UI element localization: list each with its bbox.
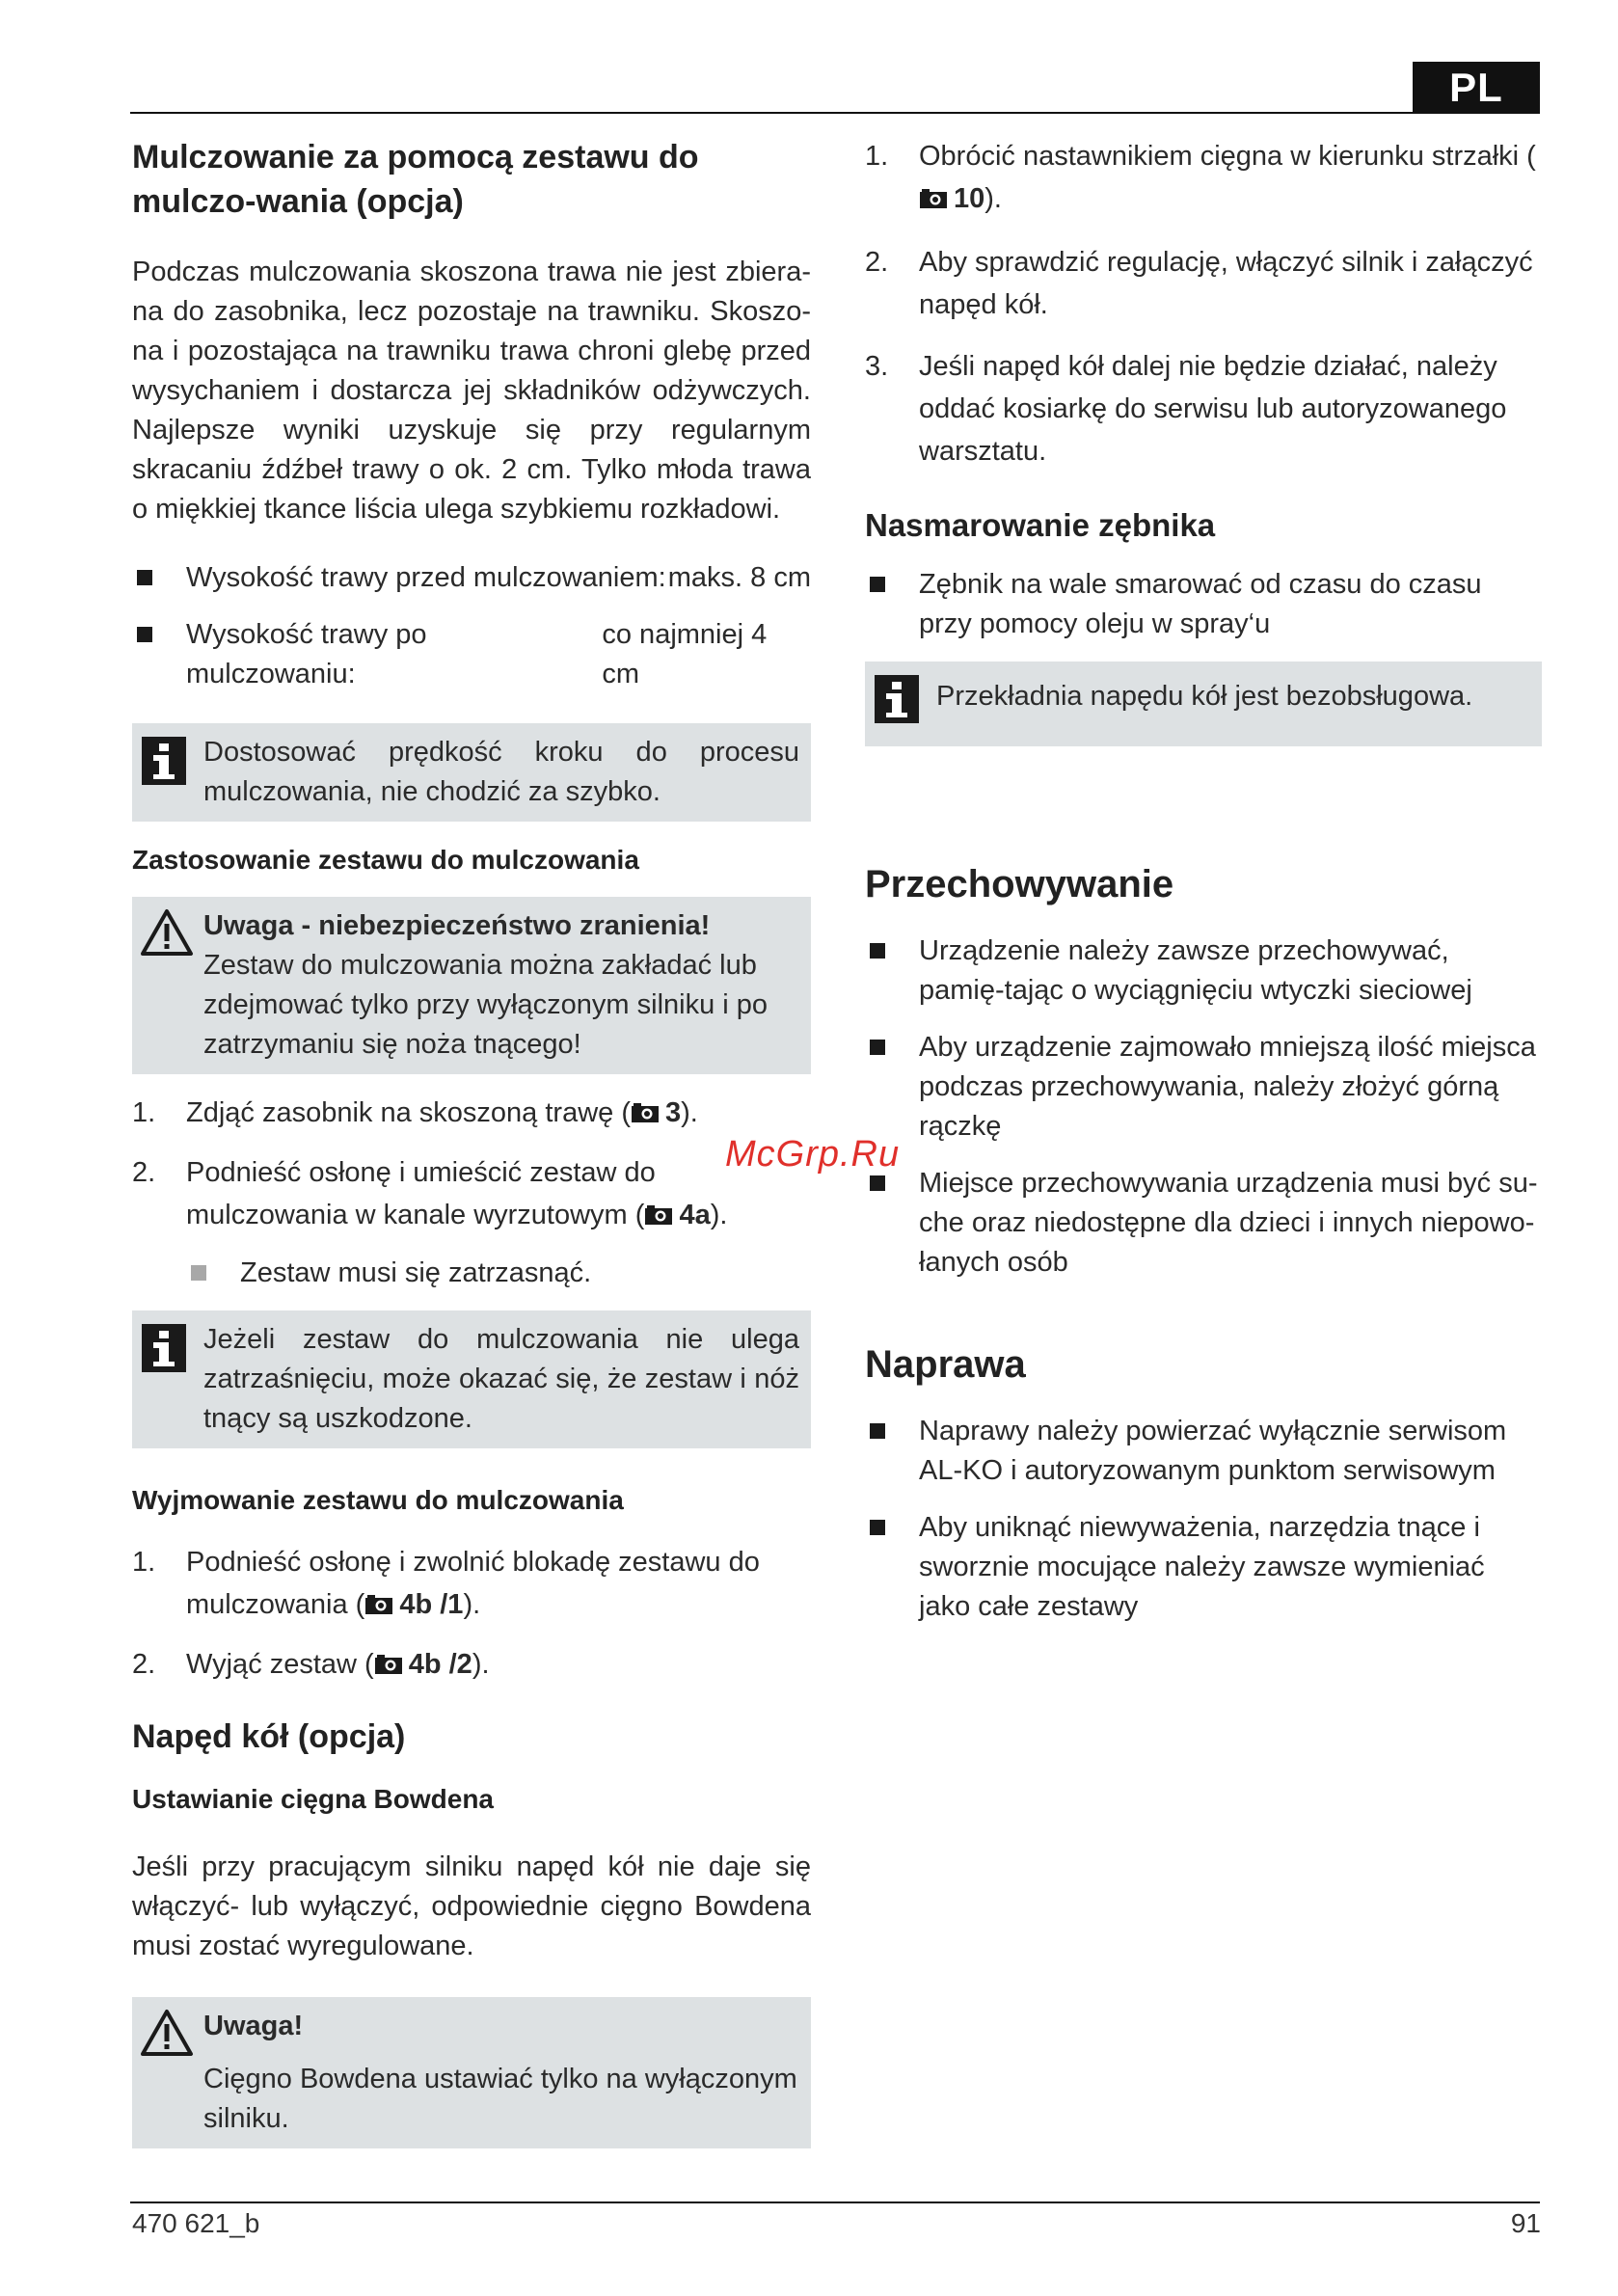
step-number: 1. <box>132 1097 156 1128</box>
step-text: Wyjąć zestaw ( <box>186 1649 374 1680</box>
list-item <box>132 1092 811 1136</box>
bullet-icon <box>137 570 152 585</box>
info-icon <box>140 1322 188 1386</box>
camera-icon <box>919 179 948 222</box>
step-text: Podnieść osłonę i umieścić zestaw do mulczowania w kanale wyrzutowym ( <box>186 1157 656 1230</box>
right-column <box>865 135 1542 1644</box>
step-number: 2. <box>132 1649 156 1680</box>
list-item <box>865 135 1542 222</box>
list-item <box>865 932 1542 1011</box>
bullet-icon <box>870 1040 885 1055</box>
list-item <box>186 1254 811 1293</box>
step-text: Zdjąć zasobnik na skoszoną trawę ( <box>186 1097 631 1128</box>
bullet-text: Urządzenie należy zawsze przechowywać, pamię-tając o wyciągnięciu wtyczki sieciowej <box>919 935 1472 1006</box>
list-item <box>865 1028 1542 1147</box>
camera-icon <box>631 1094 660 1136</box>
info-text: Jeżeli zestaw do mulczowania nie ulega zatrzaśnięciu, może okazać się, że zestaw i nóż tnący są uszkodzone. <box>203 1324 799 1434</box>
list-item <box>865 565 1542 644</box>
bowden-paragraph: Jeśli przy pracującym silniku napęd kół nie daje się włączyć- lub wyłączyć, odpowiednie cięgno Bowdena musi zostać wyregulowane. <box>132 1851 811 1961</box>
drive-title: Napęd kół (opcja) <box>132 1718 406 1755</box>
bullet-text: Aby urządzenie zajmowało mniejszą ilość miejsca podczas przechowywania, należy złożyć górną rączkę <box>919 1032 1536 1142</box>
height-value: maks. 8 cm <box>667 562 811 593</box>
repair-list <box>865 1412 1542 1627</box>
figure-ref: 4b /1 <box>399 1589 464 1620</box>
info-note <box>132 1310 811 1448</box>
step-number: 1. <box>865 141 889 172</box>
grease-list <box>865 565 1542 644</box>
storage-list <box>865 932 1542 1283</box>
info-text: Dostosować prędkość kroku do procesu mulczowania, nie chodzić za szybko. <box>203 737 799 807</box>
bullet-text: Zębnik na wale smarować od czasu do czasu przy pomocy oleju w spray‘u <box>919 569 1482 639</box>
step-text: Podnieść osłonę i zwolnić blokadę zestawu do mulczowania ( <box>186 1547 760 1620</box>
step-text: Aby sprawdzić regulację, włączyć silnik i załączyć napęd kół. <box>919 247 1533 320</box>
warning-icon <box>140 908 194 968</box>
height-value: co najmniej 4 cm <box>602 619 768 689</box>
step-number: 3. <box>865 351 889 382</box>
info-text: Przekładnia napędu kół jest bezobsługowa. <box>936 681 1473 712</box>
list-item <box>865 1164 1542 1283</box>
info-note <box>865 662 1542 746</box>
bullet-text: Naprawy należy powierzać wyłącznie serwisom AL-KO i autoryzowanym punktom serwisowym <box>919 1416 1507 1486</box>
height-label: Wysokość trawy przed mulczowaniem: <box>186 562 666 593</box>
step-tail: ). <box>710 1200 728 1230</box>
list-item <box>132 1151 811 1238</box>
remove-title: Wyjmowanie zestawu do mulczowania <box>132 1485 624 1515</box>
sub-text: Zestaw musi się zatrzasnąć. <box>240 1257 592 1288</box>
mulch-title: Mulczowanie za pomocą zestawu do mulczo-wania (opcja) <box>132 139 699 220</box>
warning-text: Cięgno Bowdena ustawiać tylko na wyłączonym silniku. <box>203 2064 797 2134</box>
page-number: 91 <box>1510 2208 1541 2238</box>
step-text: Jeśli napęd kół dalej nie będzie działać, należy oddać kosiarkę do serwisu lub autoryzowanego warsztatu. <box>919 351 1507 467</box>
bowden-steps <box>865 135 1542 473</box>
figure-ref: 4b /2 <box>408 1649 472 1680</box>
bullet-icon <box>870 1175 885 1191</box>
bullet-icon <box>870 577 885 592</box>
figure-ref: 4a <box>679 1200 711 1230</box>
step-tail: ). <box>472 1649 490 1680</box>
bullet-icon <box>870 1520 885 1535</box>
list-item <box>132 1643 811 1688</box>
storage-title: Przechowywanie <box>865 863 1174 905</box>
grease-title: Nasmarowanie zębnika <box>865 507 1216 543</box>
warning-title: Uwaga! <box>203 2011 304 2041</box>
warning-note <box>132 1997 811 2148</box>
bullet-text: Aby uniknąć niewyważenia, narzędzia tnące i sworznie mocujące należy zawsze wymieniać jako całe zestawy <box>919 1512 1485 1622</box>
repair-title: Naprawa <box>865 1343 1026 1386</box>
info-note <box>132 723 811 822</box>
sub-bullet-icon <box>191 1265 206 1281</box>
list-item <box>865 345 1542 473</box>
info-icon <box>140 735 188 798</box>
list-item <box>132 558 811 598</box>
height-list <box>132 558 811 694</box>
warning-title: Uwaga - niebezpieczeństwo zranienia! <box>203 910 711 941</box>
mulch-paragraph: Podczas mulczowania skoszona trawa nie jest zbiera-na do zasobnika, lecz pozostaje na trawniku. Skoszo-na i pozostająca na trawniku trawa chroni glebę przed wysychaniem i dostarcza jej składników odżywczych. Najlepsze wyniki uzyskuje się przy regularnym skracaniu źdźbeł trawy o ok. 2 cm. Tylko młoda trawa o miękkiej tkance liścia ulega szybkiemu rozkładowi. <box>132 257 811 525</box>
bullet-icon <box>870 1423 885 1439</box>
warning-note <box>132 897 811 1074</box>
step-text: Obrócić nastawnikiem cięgna w kierunku strzałki ( <box>919 141 1536 172</box>
bullet-icon <box>137 627 152 642</box>
warning-icon <box>140 2009 194 2068</box>
step-number: 2. <box>132 1157 156 1188</box>
left-column <box>132 135 811 2148</box>
bowden-title: Ustawianie cięgna Bowdena <box>132 1784 494 1814</box>
watermark: McGrp.Ru <box>725 1134 901 1175</box>
step-number: 2. <box>865 247 889 278</box>
header-rule <box>130 112 1540 114</box>
language-badge: PL <box>1413 62 1540 114</box>
footer-rule <box>130 2201 1540 2203</box>
camera-icon <box>374 1645 403 1688</box>
bullet-icon <box>870 943 885 959</box>
document-code: 470 621_b <box>132 2208 260 2238</box>
step-tail: ). <box>463 1589 481 1620</box>
use-title: Zastosowanie zestawu do mulczowania <box>132 845 639 875</box>
list-item <box>865 1412 1542 1491</box>
info-icon <box>873 673 921 737</box>
camera-icon <box>644 1196 673 1238</box>
bullet-text: Miejsce przechowywania urządzenia musi być su-che oraz niedostępne dla dzieci i innych niepowo-łanych osób <box>919 1168 1538 1278</box>
list-item <box>132 615 811 694</box>
step-tail: ). <box>984 183 1002 214</box>
list-item <box>132 1541 811 1628</box>
height-label: Wysokość trawy po mulczowaniu: <box>186 619 427 689</box>
list-item <box>865 241 1542 326</box>
use-steps <box>132 1092 811 1238</box>
remove-steps <box>132 1541 811 1688</box>
camera-icon <box>364 1585 393 1628</box>
step-tail: ). <box>681 1097 698 1128</box>
list-item <box>865 1508 1542 1627</box>
warning-text: Zestaw do mulczowania można zakładać lub zdejmować tylko przy wyłączonym silniku i po zatrzymaniu się noża tnącego! <box>203 950 769 1060</box>
step-number: 1. <box>132 1547 156 1578</box>
use-sub-list <box>186 1254 811 1293</box>
figure-ref: 10 <box>954 183 985 214</box>
figure-ref: 3 <box>665 1097 682 1128</box>
